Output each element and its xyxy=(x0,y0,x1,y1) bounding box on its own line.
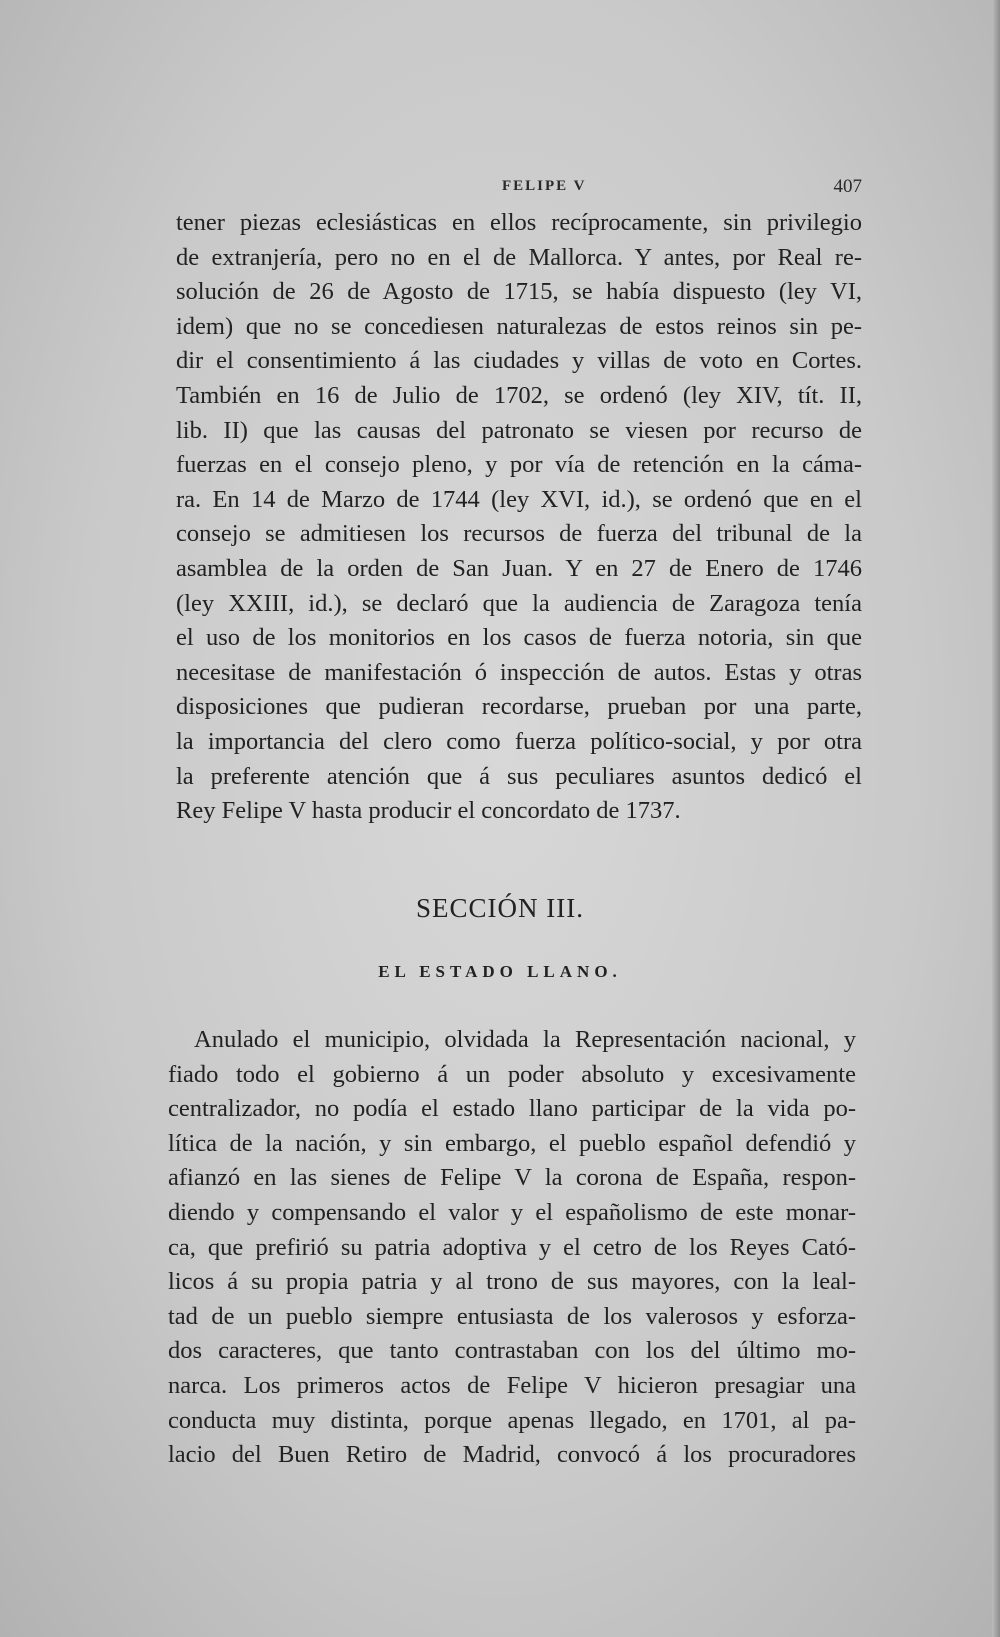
text-line: ca, que prefirió su patria adoptiva y el cetro de los Reyes Cató- xyxy=(168,1233,856,1261)
text-line: ra. En 14 de Marzo de 1744 (ley XVI, id.), se ordenó que en el xyxy=(176,485,862,513)
text-line: diendo y compensando el valor y el españolismo de este monar- xyxy=(168,1198,856,1226)
text-line: licos á su propia patria y al trono de sus mayores, con la leal- xyxy=(168,1268,856,1296)
text-line: asamblea de la orden de San Juan. Y en 27 de Enero de 1746 xyxy=(176,554,862,582)
page-header xyxy=(172,178,862,202)
text-line: Rey Felipe V hasta producir el concordato de 1737. xyxy=(176,797,681,825)
text-line: fiado todo el gobierno á un poder absoluto y excesivamente xyxy=(168,1060,856,1088)
text-line: También en 16 de Julio de 1702, se ordenó (ley XIV, tít. II, xyxy=(176,381,862,409)
text-line: lib. II) que las causas del patronato se viesen por recurso de xyxy=(176,416,862,444)
text-line: lacio del Buen Retiro de Madrid, convocó á los procuradores xyxy=(168,1441,856,1469)
paragraph-1 xyxy=(176,206,862,829)
text-line: Anulado el municipio, olvidada la Representación nacional, y xyxy=(194,1026,856,1053)
text-line: la preferente atención que á sus peculiares asuntos dedicó el xyxy=(176,762,862,790)
text-line: afianzó en las sienes de Felipe V la corona de España, respon- xyxy=(168,1164,856,1192)
text-line: de extranjería, pero no en el de Mallorca. Y antes, por Real re- xyxy=(176,243,862,271)
text-line: necesitase de manifestación ó inspección de autos. Estas y otras xyxy=(176,658,862,686)
text-line: el uso de los monitorios en los casos de fuerza notoria, sin que xyxy=(176,624,862,652)
text-line: la importancia del clero como fuerza político-social, y por otra xyxy=(176,727,862,755)
text-line: narca. Los primeros actos de Felipe V hicieron presagiar una xyxy=(168,1371,856,1399)
page-edge-shadow xyxy=(992,0,1000,1637)
running-head: FELIPE V xyxy=(502,178,587,194)
page-number: 407 xyxy=(833,176,862,197)
text-line: fuerzas en el consejo pleno, y por vía de retención en la cáma- xyxy=(176,451,862,479)
text-line: disposiciones que pudieran recordarse, prueban por una parte, xyxy=(176,693,862,721)
text-line: (ley XXIII, id.), se declaró que la audiencia de Zaragoza tenía xyxy=(176,589,862,617)
text-line: dos caracteres, que tanto contrastaban con los del último mo- xyxy=(168,1337,856,1365)
section-title: SECCIÓN III. xyxy=(416,893,584,923)
paragraph-2 xyxy=(168,1023,856,1473)
text-line: tad de un pueblo siempre entusiasta de los valerosos y esforza- xyxy=(168,1302,856,1330)
text-line: lítica de la nación, y sin embargo, el pueblo español defendió y xyxy=(168,1129,856,1157)
text-line: dir el consentimiento á las ciudades y villas de voto en Cortes. xyxy=(176,347,862,375)
text-line: solución de 26 de Agosto de 1715, se había dispuesto (ley VI, xyxy=(176,278,862,306)
text-line: idem) que no se concediesen naturalezas de estos reinos sin pe- xyxy=(176,312,862,340)
text-line: centralizador, no podía el estado llano participar de la vida po- xyxy=(168,1095,856,1123)
section-subtitle: EL ESTADO LLANO. xyxy=(378,962,622,981)
text-line: conducta muy distinta, porque apenas llegado, en 1701, al pa- xyxy=(168,1406,856,1434)
text-line: consejo se admitiesen los recursos de fuerza del tribunal de la xyxy=(176,520,862,548)
text-line: tener piezas eclesiásticas en ellos recíprocamente, sin privilegio xyxy=(176,209,862,236)
